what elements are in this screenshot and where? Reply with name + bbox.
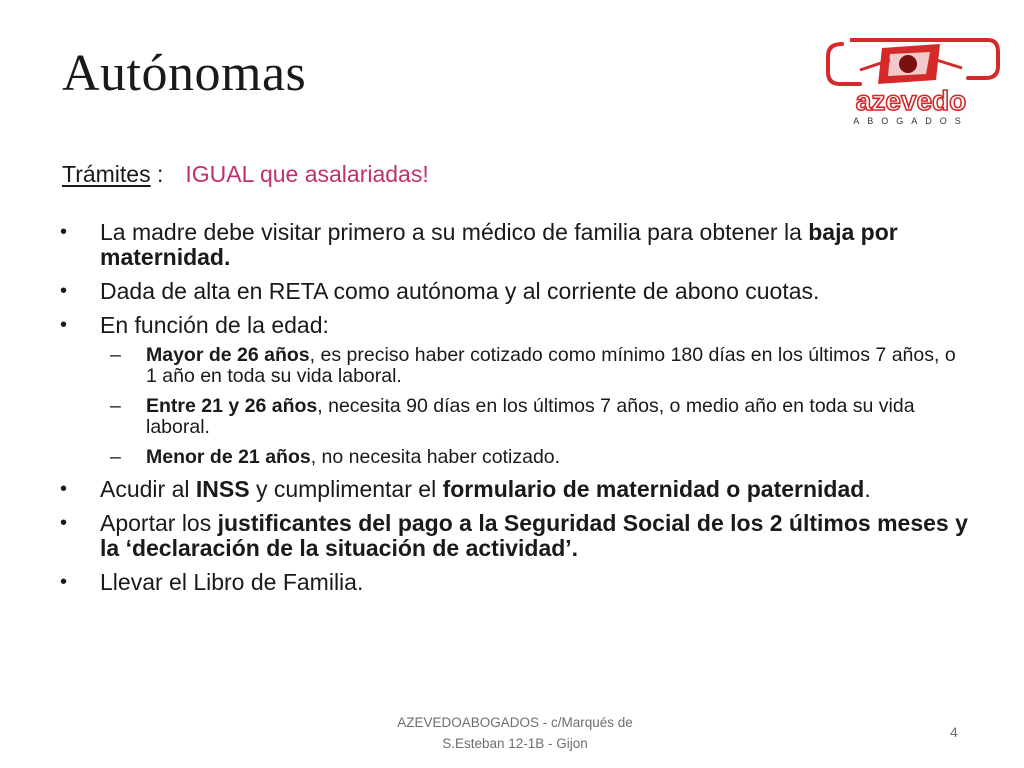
- slide-footer: [365, 712, 665, 754]
- sub-bullet-item: – Mayor de 26 años, es preciso haber cotizado como mínimo 180 días en los últimos 7 años, o 1 año en toda su vida laboral.: [110, 344, 956, 387]
- sub-bullet-item: – Entre 21 y 26 años, necesita 90 días en los últimos 7 años, o medio año en toda su vida laboral.: [110, 395, 915, 438]
- bullet-dot-icon: •: [60, 512, 68, 534]
- azevedo-logo: [820, 34, 1002, 130]
- page-number: 4: [950, 724, 958, 740]
- footer-line-2: S.Esteban 12-1B - Gijon: [442, 736, 588, 751]
- slide-title: Autónomas: [62, 45, 307, 102]
- logo-wordmark: azevedo: [855, 85, 967, 116]
- subtitle-label: Trámites: [62, 161, 151, 187]
- bullet-dot-icon: •: [60, 280, 68, 302]
- dash-icon: –: [110, 446, 121, 468]
- bullet-list: [60, 220, 970, 604]
- bullet-dot-icon: •: [60, 478, 68, 500]
- bullet-item: • Aportar los justificantes del pago a la Seguridad Social de los 2 últimos meses y la ‘declaración de la situación de actividad’.: [60, 510, 968, 561]
- dash-icon: –: [110, 395, 121, 417]
- sub-bullet-item: – Menor de 21 años, no necesita haber cotizado.: [110, 446, 561, 468]
- subtitle-emphasis: IGUAL que asalariadas!: [185, 161, 429, 187]
- bullet-dot-icon: •: [60, 314, 68, 336]
- bullet-item: • Dada de alta en RETA como autónoma y al corriente de abono cuotas.: [60, 278, 820, 304]
- subtitle: [62, 161, 429, 188]
- bullet-item: • En función de la edad:: [60, 312, 329, 338]
- bullet-dot-icon: •: [60, 571, 68, 593]
- bullet-item: • Llevar el Libro de Familia.: [60, 569, 364, 595]
- bullet-item: • Acudir al INSS y cumplimentar el formulario de maternidad o paternidad.: [60, 476, 871, 502]
- dash-icon: –: [110, 344, 121, 366]
- bullet-dot-icon: •: [60, 221, 68, 243]
- age-sub-list: [60, 345, 970, 468]
- footer-line-1: AZEVEDOABOGADOS - c/Marqués de: [397, 715, 633, 730]
- subtitle-separator: :: [150, 161, 164, 187]
- logo-subtext: ABOGADOS: [853, 116, 969, 126]
- bullet-item: • La madre debe visitar primero a su médico de familia para obtener la baja por maternidad.: [60, 219, 898, 270]
